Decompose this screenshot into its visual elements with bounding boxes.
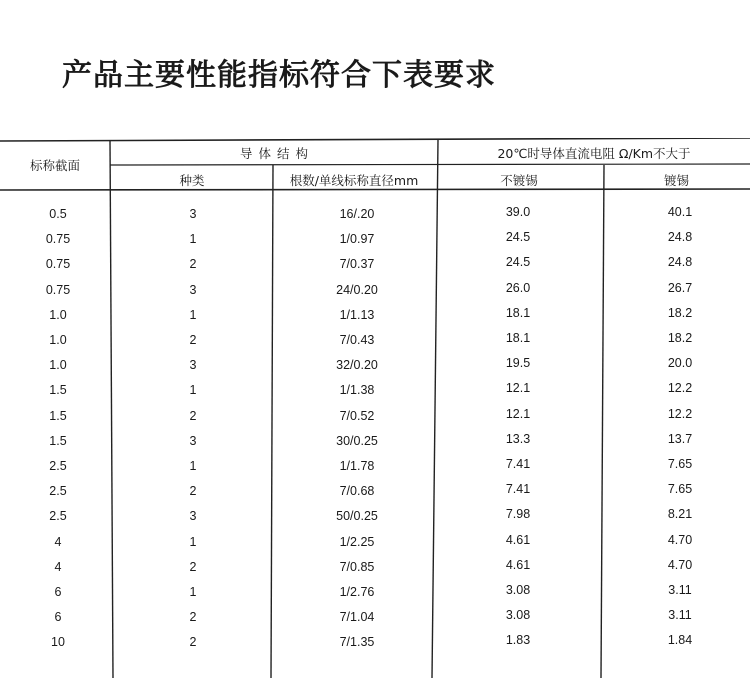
cell-tinned: 18.2 bbox=[667, 331, 693, 345]
cell-count-diameter: 7/0.52 bbox=[339, 408, 375, 423]
cell-section: 1.0 bbox=[49, 307, 67, 322]
cell-tinned: 7.65 bbox=[667, 482, 693, 497]
cell-untinned: 24.5 bbox=[505, 255, 531, 270]
cell-type: 2 bbox=[189, 257, 197, 272]
spec-table bbox=[0, 138, 750, 678]
cell-tinned: 20.0 bbox=[667, 356, 693, 371]
cell-untinned: 4.61 bbox=[505, 532, 531, 547]
cell-count-diameter: 1/2.76 bbox=[339, 585, 375, 599]
cell-untinned: 1.83 bbox=[505, 633, 531, 648]
cell-type: 1 bbox=[189, 307, 197, 322]
cell-count-diameter: 7/0.85 bbox=[339, 559, 375, 574]
cell-section: 1.0 bbox=[49, 333, 67, 347]
cell-type: 3 bbox=[189, 433, 197, 448]
cell-tinned: 13.7 bbox=[667, 431, 693, 446]
cell-untinned: 3.08 bbox=[505, 583, 531, 597]
cell-count-diameter: 7/0.68 bbox=[339, 484, 375, 499]
cell-count-diameter: 7/0.43 bbox=[339, 333, 375, 347]
header-untinned: 不镀锡 bbox=[500, 173, 538, 188]
cell-type: 2 bbox=[189, 333, 197, 347]
cell-untinned: 18.1 bbox=[505, 331, 531, 345]
cell-section: 2.5 bbox=[49, 459, 67, 473]
cell-tinned: 3.11 bbox=[668, 583, 692, 597]
cell-tinned: 24.8 bbox=[667, 230, 693, 245]
cell-count-diameter: 1/1.38 bbox=[339, 383, 375, 398]
cell-section: 0.5 bbox=[49, 207, 67, 221]
cell-type: 2 bbox=[189, 610, 197, 625]
cell-untinned: 24.5 bbox=[505, 230, 531, 245]
cell-tinned: 3.11 bbox=[668, 608, 692, 623]
cell-section: 1.0 bbox=[49, 358, 67, 373]
cell-untinned: 39.0 bbox=[505, 205, 531, 219]
cell-type: 1 bbox=[189, 383, 197, 398]
cell-count-diameter: 7/1.35 bbox=[339, 635, 375, 650]
cell-tinned: 40.1 bbox=[667, 205, 693, 219]
cell-type: 2 bbox=[189, 635, 197, 650]
cell-untinned: 18.1 bbox=[505, 305, 531, 320]
cell-tinned: 8.21 bbox=[667, 507, 693, 522]
cell-type: 2 bbox=[189, 484, 197, 499]
header-conductor-structure: 导 体 结 构 bbox=[240, 146, 309, 161]
cell-section: 1.5 bbox=[49, 408, 67, 423]
cell-section: 0.75 bbox=[45, 282, 71, 297]
cell-untinned: 12.1 bbox=[505, 381, 531, 396]
cell-count-diameter: 7/0.37 bbox=[339, 257, 375, 272]
cell-section: 1.5 bbox=[49, 383, 67, 398]
header-count-diameter: 根数/单线标称直径mm bbox=[289, 173, 419, 188]
cell-tinned: 7.65 bbox=[667, 457, 693, 471]
cell-untinned: 19.5 bbox=[505, 356, 531, 371]
cell-section: 2.5 bbox=[49, 484, 67, 499]
cell-section: 4 bbox=[54, 534, 62, 549]
cell-count-diameter: 7/1.04 bbox=[339, 610, 375, 625]
cell-untinned: 7.41 bbox=[505, 457, 531, 471]
cell-count-diameter: 30/0.25 bbox=[336, 433, 378, 448]
header-type: 种类 bbox=[179, 173, 205, 188]
cell-untinned: 7.41 bbox=[505, 482, 531, 497]
cell-tinned: 12.2 bbox=[667, 406, 693, 421]
cell-type: 1 bbox=[189, 585, 197, 599]
header-tinned: 镀锡 bbox=[663, 173, 689, 188]
cell-type: 3 bbox=[189, 207, 197, 221]
cell-count-diameter: 50/0.25 bbox=[336, 509, 378, 524]
cell-type: 3 bbox=[189, 358, 197, 373]
cell-section: 6 bbox=[54, 610, 62, 625]
cell-count-diameter: 1/1.13 bbox=[339, 307, 375, 322]
cell-tinned: 12.2 bbox=[667, 381, 693, 396]
cell-type: 2 bbox=[189, 559, 197, 574]
cell-type: 1 bbox=[189, 459, 197, 473]
cell-count-diameter: 1/0.97 bbox=[339, 232, 375, 247]
page-title: 产品主要性能指标符合下表要求 bbox=[62, 58, 496, 93]
cell-type: 1 bbox=[189, 232, 197, 247]
cell-section: 10 bbox=[51, 635, 65, 650]
cell-count-diameter: 1/1.78 bbox=[339, 459, 375, 473]
cell-count-diameter: 1/2.25 bbox=[339, 534, 375, 549]
cell-type: 3 bbox=[189, 509, 197, 524]
cell-untinned: 4.61 bbox=[505, 557, 531, 572]
header-section: 标称截面 bbox=[29, 158, 80, 173]
cell-type: 2 bbox=[189, 408, 197, 423]
cell-type: 1 bbox=[189, 534, 197, 549]
cell-section: 6 bbox=[54, 585, 62, 599]
cell-tinned: 18.2 bbox=[667, 305, 693, 320]
cell-section: 4 bbox=[54, 559, 62, 574]
cell-tinned: 26.7 bbox=[667, 280, 693, 295]
cell-untinned: 12.1 bbox=[505, 406, 531, 421]
cell-untinned: 3.08 bbox=[505, 608, 531, 623]
cell-untinned: 13.3 bbox=[505, 431, 531, 446]
cell-section: 2.5 bbox=[49, 509, 67, 524]
cell-count-diameter: 16/.20 bbox=[339, 207, 375, 221]
cell-untinned: 7.98 bbox=[505, 507, 531, 522]
cell-count-diameter: 32/0.20 bbox=[336, 358, 378, 373]
cell-tinned: 24.8 bbox=[667, 255, 693, 270]
cell-tinned: 4.70 bbox=[667, 557, 693, 572]
cell-section: 0.75 bbox=[45, 232, 71, 247]
cell-untinned: 26.0 bbox=[505, 280, 531, 295]
cell-section: 1.5 bbox=[49, 433, 67, 448]
cell-tinned: 4.70 bbox=[667, 532, 693, 547]
cell-type: 3 bbox=[189, 282, 197, 297]
header-resistance-group: 20℃时导体直流电阻 Ω/Km不大于 bbox=[497, 146, 691, 161]
cell-section: 0.75 bbox=[45, 257, 71, 272]
cell-count-diameter: 24/0.20 bbox=[336, 282, 378, 297]
cell-tinned: 1.84 bbox=[667, 633, 693, 648]
